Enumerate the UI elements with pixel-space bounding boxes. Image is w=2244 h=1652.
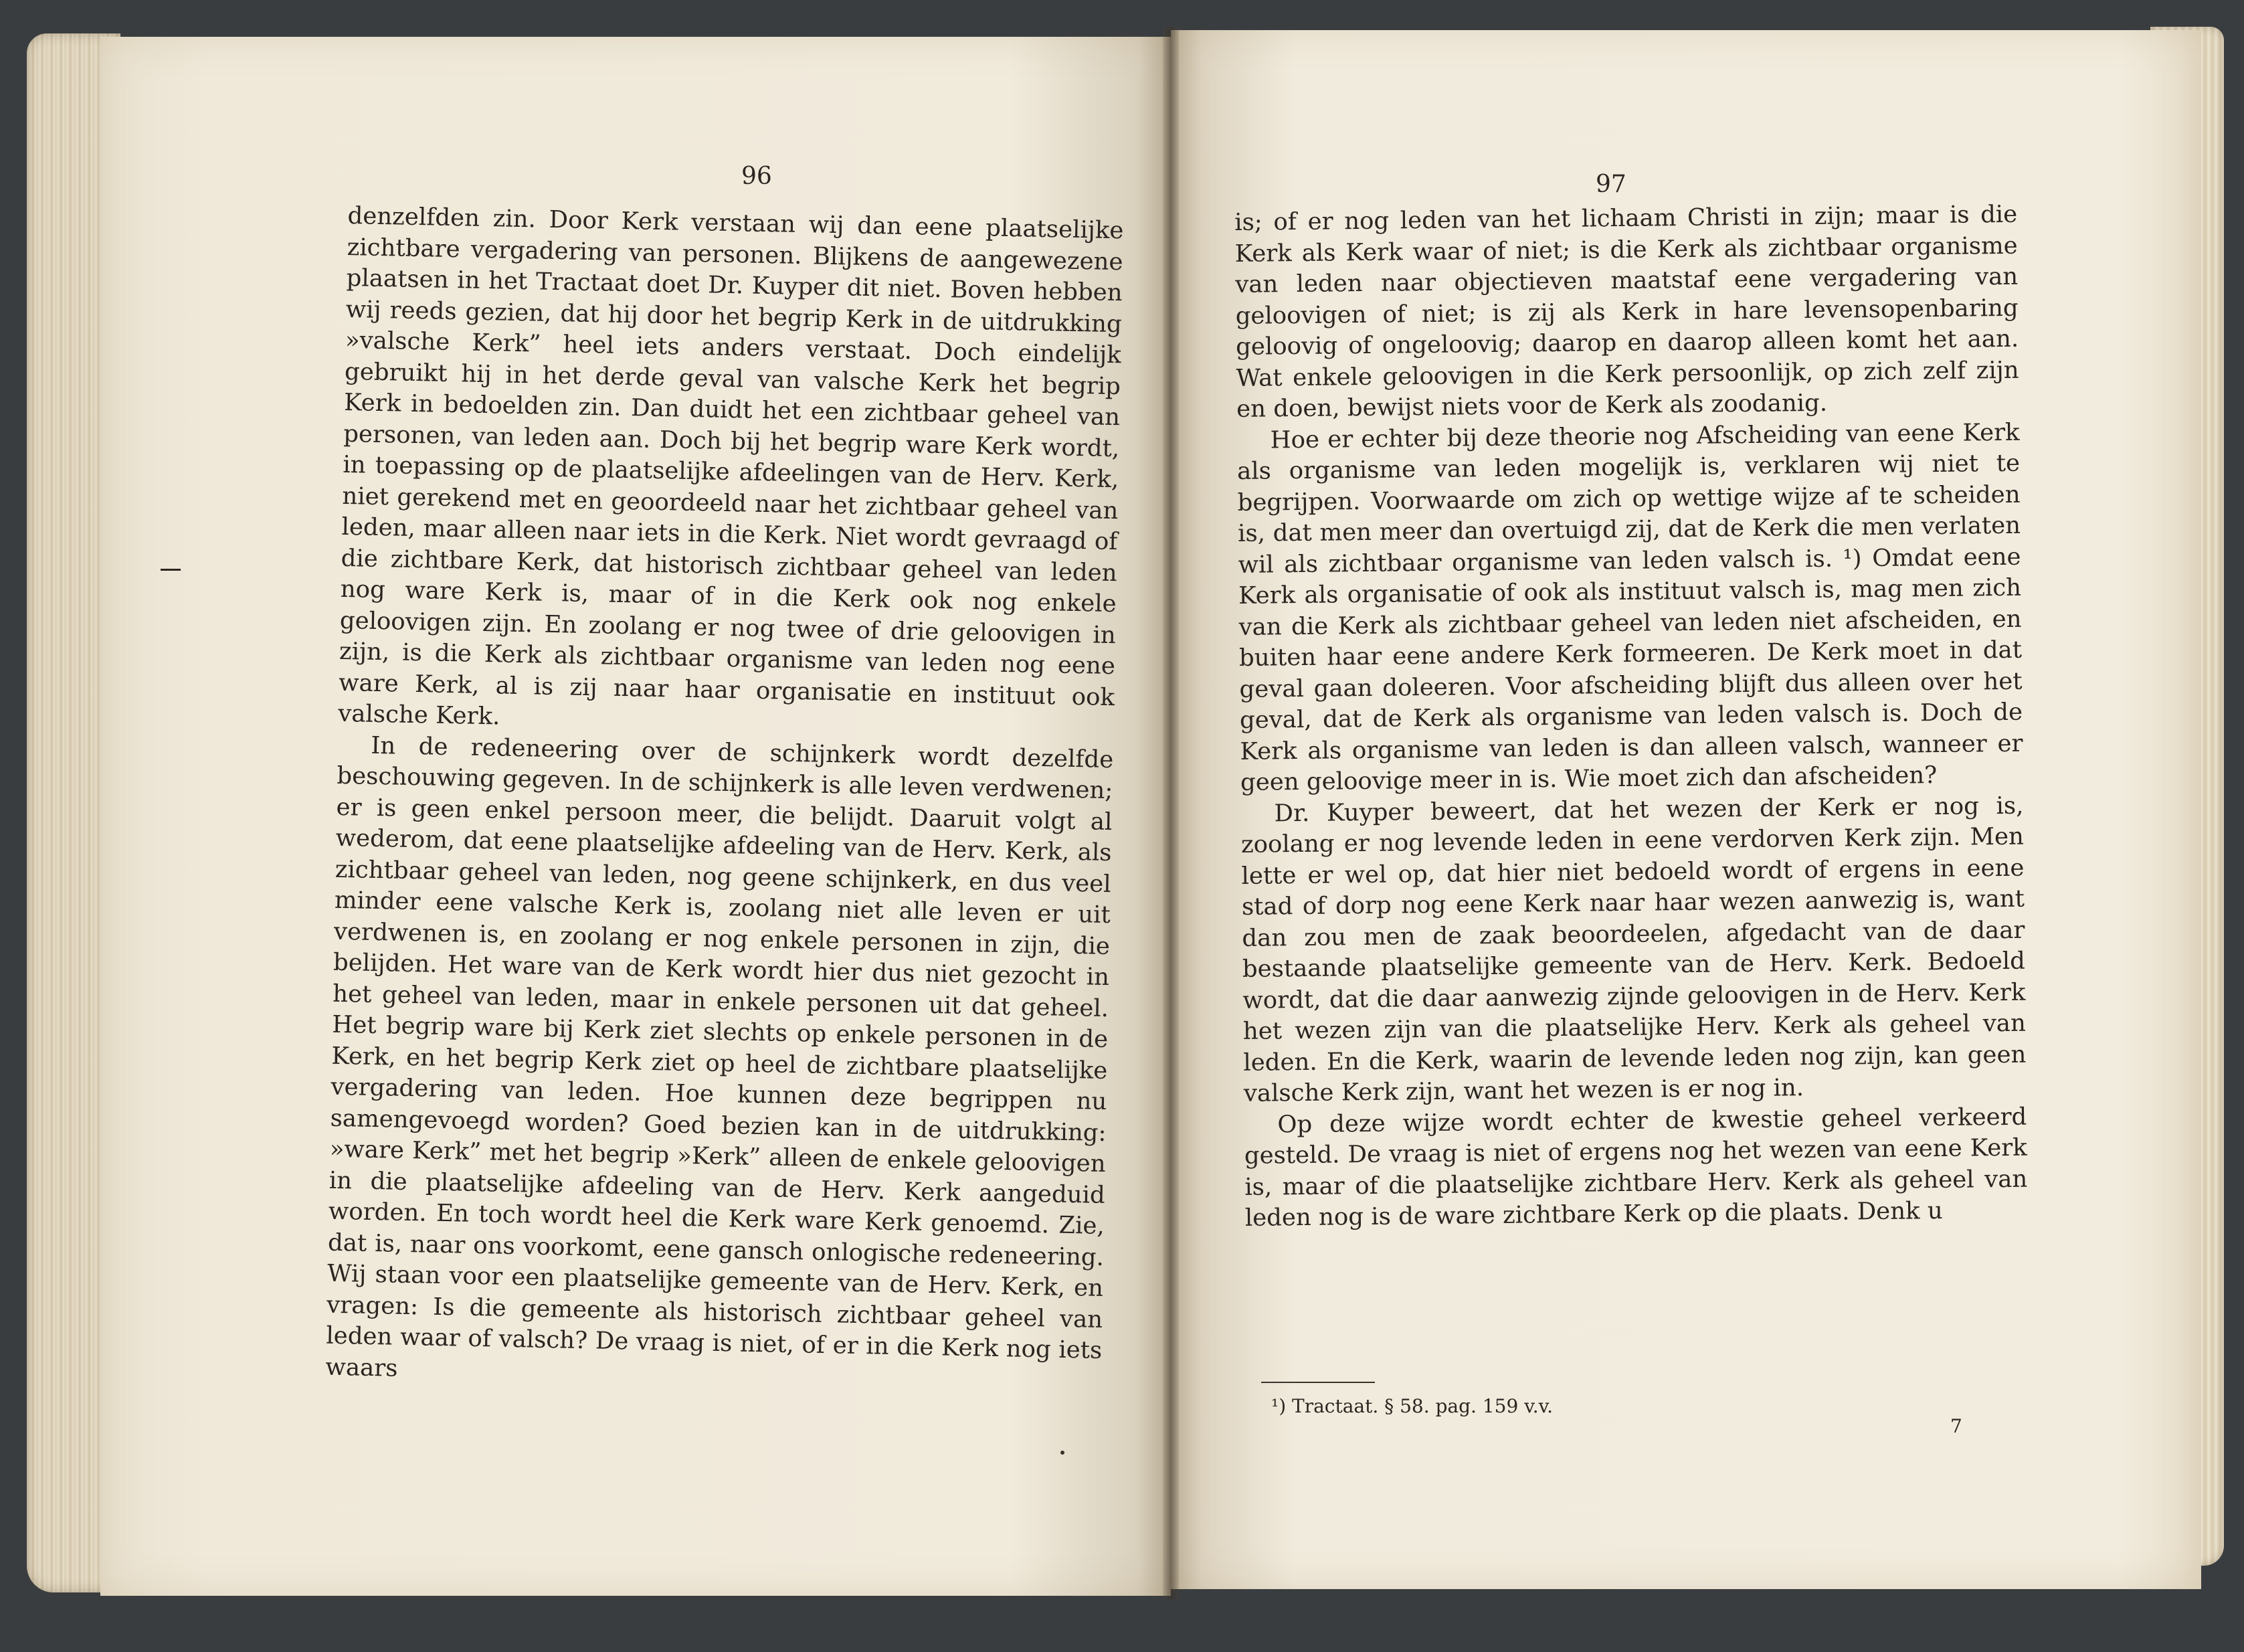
page-number-left: 96 [741,163,772,190]
paragraph: Hoe er echter bij deze theorie nog Afscheiding van eene Kerk als organisme van leden mogelijk is, verklaren wij niet te begrijpen. Voorwaarde om zich op wettige wijze af te scheiden is, dat men meer dan overtuigd zij, dat de Kerk die men verlaten wil als zichtbaar organisme van leden valsch is. ¹) Omdat eene Kerk als organisatie of ook als instituut valsch is, mag men zich van die Kerk als zichtbaar geheel van leden niet afscheiden, en buiten haar eene andere Kerk formeeren. De Kerk moet in dat geval gaan doleeren. Voor afscheiding blijft dus alleen over het geval, dat de Kerk als organisme van leden valsch is. Doch de Kerk als organisme van leden is dan alleen valsch, wanneer er geen geloovige meer in is. Wie moet zich dan afscheiden? [1236,418,2023,796]
left-page-body [325,201,1124,1398]
paragraph: Op deze wijze wordt echter de kwestie geheel verkeerd gesteld. De vraag is niet of ergens nog het wezen van eene Kerk is, maar of die plaatselijke zichtbare Herv. Kerk als geheel van leden nog is de ware zichtbare Kerk op die plaats. Denk u [1244,1103,2028,1232]
paragraph: is; of er nog leden van het lichaam Christi in zijn; maar is die Kerk als Kerk waar of niet; is die Kerk als zichtbaar organisme van leden naar objectieven maatstaf eene vergadering van geloovigen of niet; is zij als Kerk in hare levensopenbaring geloovig of ongeloovig; daarop en daarop alleen komt het aan. Wat enkele geloovigen in die Kerk persoonlijk, op zich zelf zijn en doen, bewijst niets voor de Kerk als zoodanig. [1234,200,2019,423]
paragraph: Dr. Kuyper beweert, dat het wezen der Kerk er nog is, zoolang er nog levende leden in eene verdorven Kerk zijn. Men lette er wel op, dat hier niet bedoeld wordt of ergens in eene stad of dorp nog eene Kerk naar haar wezen aanwezig is, want dan zou men de zaak beoordeelen, afgedacht van de daar bestaande plaatselijke gemeente van de Herv. Kerk. Bedoeld wordt, dat die daar aanwezig zijnde geloovigen in de Herv. Kerk het wezen zijn van die plaatselijke Herv. Kerk als geheel van leden. En die Kerk, waarin de levende leden nog zijn, kan geen valsche Kerk zijn, want het wezen is er nog in. [1240,792,2027,1107]
margin-mark [161,569,181,571]
paragraph: In de redeneering over de schijnkerk wordt dezelfde beschouwing gegeven. In de schijnkerk is alle leven verdwenen; er is geen enkel persoon meer, die belijdt. Daaruit volgt al wederom, dat eene plaatselijke afdeeling van de Herv. Kerk, als zichtbaar geheel van leden, nog geene schijnkerk, en dus veel minder eene valsche Kerk is, zoolang niet alle leven er uit verdwenen is, en zoolang er nog enkele personen in zijn, die belijden. Het ware van de Kerk wordt hier dus niet gezocht in het geheel van leden, maar in enkele personen uit dat geheel. Het begrip ware bij Kerk ziet slechts op enkele personen in de Kerk, en het begrip Kerk ziet op heel de zichtbare plaatselijke vergadering van leden. Hoe kunnen deze begrippen nu samengevoegd worden? Goed bezien kan in de uitdrukking: »ware Kerk” met het begrip »Kerk” alleen de enkele geloovigen in die plaatselijke afdeeling van de Herv. Kerk aangeduid worden. En toch wordt heel die Kerk ware Kerk genoemd. Zie, dat is, naar ons voorkomt, eene gansch onlogische redeneering. Wij staan voor een plaatselijke gemeente van de Herv. Kerk, en vragen: Is die gemeente als historisch zichtbaar geheel van leden waar of valsch? De vraag is niet, of er in die Kerk nog iets waars [325,731,1114,1382]
footnote: ¹) Tractaat. § 58. pag. 159 v.v. [1271,1395,1553,1417]
footnote-rule [1261,1382,1375,1383]
book-gutter [1163,27,1179,1599]
signature-mark: 7 [1950,1415,1962,1437]
page-number-right: 97 [1596,171,1626,198]
paper-speck [1060,1451,1064,1455]
paragraph: denzelfden zin. Door Kerk verstaan wij dan eene plaatselijke zichtbare vergadering van personen. Blijkens de aangewezene plaatsen in het Tractaat doet Dr. Kuyper dit niet. Boven hebben wij reeds gezien, dat hij door het begrip Kerk in de uitdrukking »valsche Kerk” heel iets anders verstaat. Doch eindelijk gebruikt hij in het derde geval van valsche Kerk het begrip Kerk in bedoelden zin. Dan duidt het een zichtbaar geheel van personen, van leden aan. Doch bij het begrip ware Kerk wordt, in toepassing op de plaatselijke afdeelingen van de Herv. Kerk, niet gerekend met en geoordeeld naar het zichtbaar geheel van leden, maar alleen naar iets in die Kerk. Niet wordt gevraagd of die zichtbare Kerk, dat historisch zichtbaar geheel van leden nog ware Kerk is, maar of in die Kerk ook nog enkele geloovigen zijn. En zoolang er nog twee of drie geloovigen in zijn, is die Kerk als zichtbaar organisme van leden nog eene ware Kerk, al is zij naar haar organisatie en instituut ook valsche Kerk. [337,201,1124,731]
right-page-body [1234,199,2028,1234]
